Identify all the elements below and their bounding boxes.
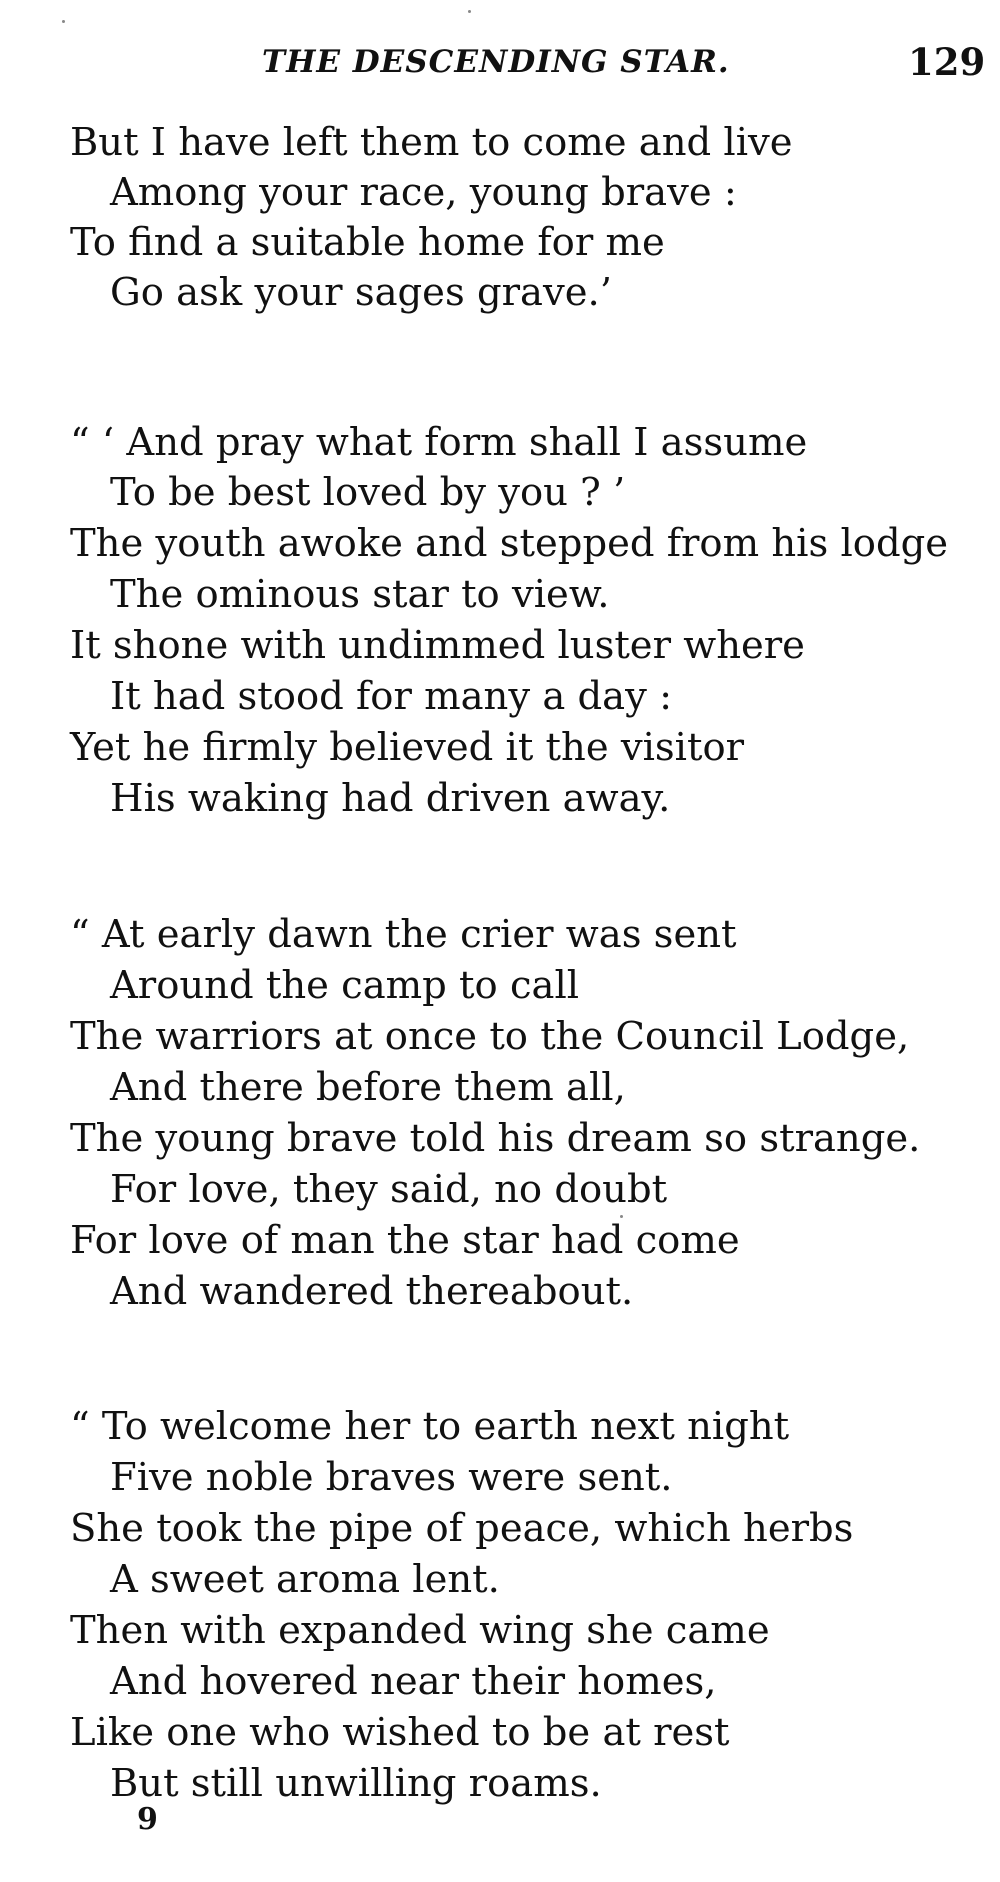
verse-line: A sweet aroma lent. — [110, 1557, 500, 1602]
verse-line: The youth awoke and stepped from his lodge — [70, 521, 949, 566]
verse-line: Among your race, young brave : — [110, 170, 737, 215]
verse-line: “ ‘ And pray what form shall I assume — [70, 420, 808, 465]
verse-line: It shone with undimmed luster where — [70, 623, 805, 668]
verse-line: Then with expanded wing she came — [70, 1608, 770, 1653]
verse-line: And wandered thereabout. — [110, 1269, 634, 1314]
verse-line: The ominous star to view. — [110, 572, 610, 617]
verse-line: And hovered near their homes, — [110, 1659, 717, 1704]
verse-line: Around the camp to call — [110, 963, 580, 1008]
verse-line: “ At early dawn the crier was sent — [70, 912, 737, 957]
paper-speck — [620, 1215, 623, 1218]
verse-line: Go ask your sages grave.’ — [110, 270, 612, 315]
verse-line: She took the pipe of peace, which herbs — [70, 1506, 854, 1551]
verse-line: To find a suitable home for me — [70, 220, 665, 265]
verse-line: Yet he firmly believed it the visitor — [70, 725, 745, 770]
verse-line: And there before them all, — [110, 1065, 626, 1110]
verse-line: The young brave told his dream so strange. — [70, 1116, 921, 1161]
paper-speck — [62, 20, 65, 23]
verse-line: “ To welcome her to earth next night — [70, 1404, 790, 1449]
verse-line: For love of man the star had come — [70, 1218, 740, 1263]
paper-speck — [468, 10, 471, 13]
verse-line: It had stood for many a day : — [110, 674, 673, 719]
verse-line: His waking had driven away. — [110, 776, 671, 821]
verse-line: The warriors at once to the Council Lodge, — [70, 1014, 910, 1059]
running-title: THE DESCENDING STAR. — [262, 44, 730, 80]
verse-line: For love, they said, no doubt — [110, 1167, 668, 1212]
verse-line: But I have left them to come and live — [70, 120, 793, 165]
verse-line: But still unwilling roams. — [110, 1761, 602, 1806]
verse-line: To be best loved by you ? ’ — [110, 470, 626, 515]
signature-mark: 9 — [137, 1802, 158, 1837]
page-number: 129 — [908, 40, 986, 84]
verse-line: Like one who wished to be at rest — [70, 1710, 730, 1755]
verse-line: Five noble braves were sent. — [110, 1455, 673, 1500]
